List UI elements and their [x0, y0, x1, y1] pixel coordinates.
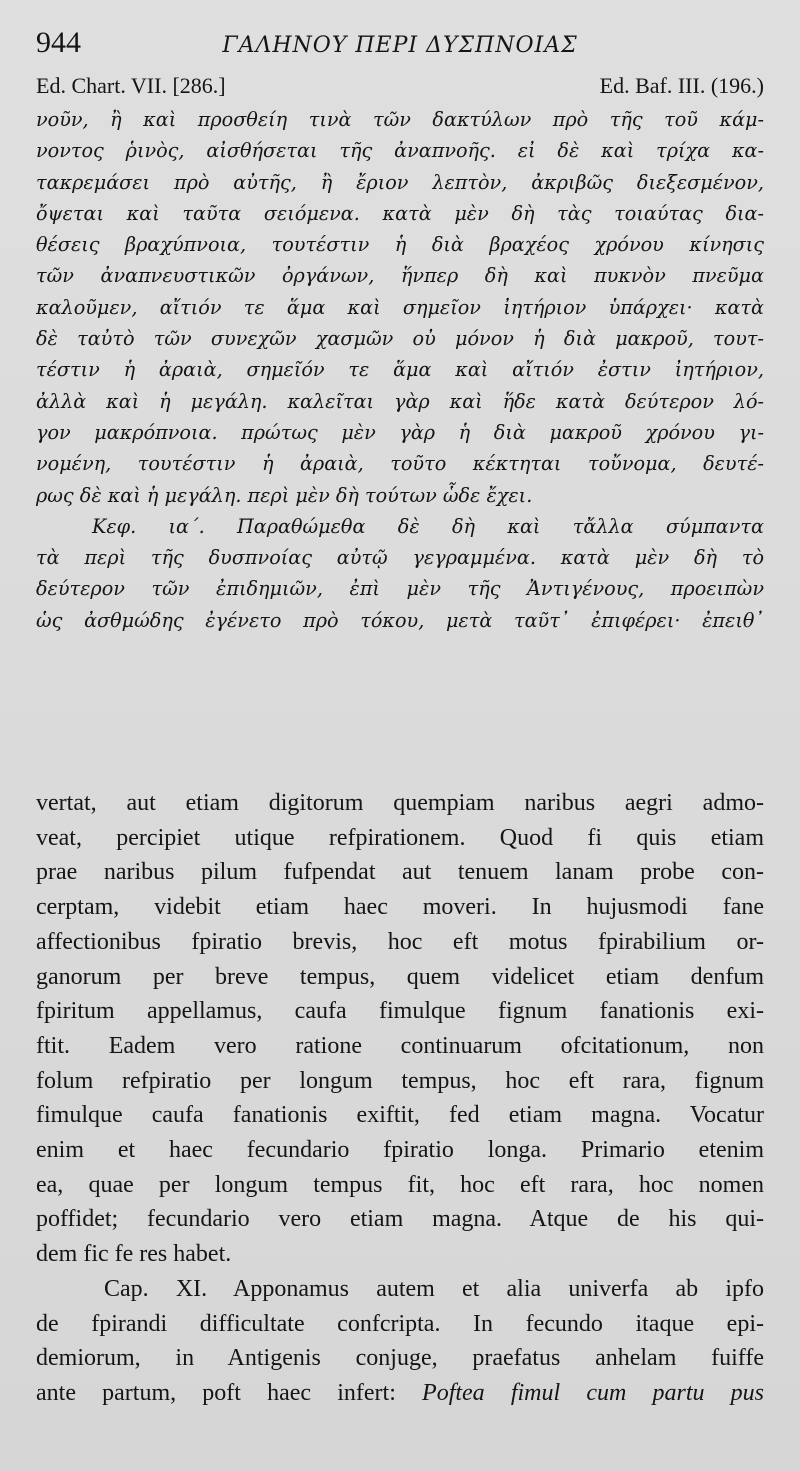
latin-line: veat, percipiet utique refpirationem. Quod fi quis etiam [36, 824, 764, 851]
latin-final-line [36, 1376, 764, 1411]
greek-chapter-heading-line: Κεφ. ια΄. Παραθώμεθα δὲ δὴ καὶ τἄλλα σύμπαντα [92, 514, 764, 538]
greek-line: γον μακρόπνοια. πρώτως μὲν γὰρ ἡ διὰ μακροῦ χρόνου γι- [36, 420, 764, 444]
latin-line: dem fic fe res habet. [36, 1241, 232, 1268]
latin-line: enim et haec fecundario fpiratio longa. Primario etenim [36, 1137, 764, 1164]
latin-final-roman: ante partum, poft haec infert: [36, 1379, 396, 1406]
greek-line: νοντος ῥινὸς, αἰσθήσεται τῆς ἀναπνοῆς. εἰ δὲ καὶ τρίχα κα- [36, 139, 764, 163]
greek-line: θέσεις βραχύπνοια, τουτέστιν ἡ διὰ βραχέος χρόνου κίνησις [36, 233, 764, 257]
greek-line: τακρεμάσει πρὸ αὐτῆς, ἢ ἔριον λεπτὸν, ἀκριβῶς διεξεσμένον, [36, 170, 764, 194]
greek-line: τὰ περὶ τῆς δυσπνοίας αὐτῷ γεγραμμένα. κατὰ μὲν δὴ τὸ [36, 546, 764, 570]
greek-line: τῶν ἀναπνευστικῶν ὀργάνων, ἥνπερ δὴ καὶ πυκνὸν πνεῦμα [36, 264, 764, 288]
greek-line: ὄψεται καὶ ταῦτα σειόμενα. κατὰ μὲν δὴ τὰς τοιαύτας δια- [36, 201, 764, 225]
greek-line: τέστιν ἡ ἀραιὰ, σημεῖόν τε ἅμα καὶ αἴτιόν ἐστιν ἰητήριον, [36, 358, 764, 382]
greek-text-block [36, 104, 764, 636]
latin-line: folum refpiratio per longum tempus, hoc eft rara, fignum [36, 1067, 764, 1094]
page-number: 944 [36, 26, 81, 59]
latin-chapter-heading-line: Cap. XI. Apponamus autem et alia univerfa ab ipfo [104, 1275, 764, 1302]
greek-line: ἀλλὰ καὶ ἡ μεγάλη. καλεῖται γὰρ καὶ ἥδε κατὰ δεύτερον λό- [36, 389, 764, 413]
latin-line: fimulque caufa fanationis exiftit, fed etiam magna. Vocatur [36, 1102, 764, 1129]
latin-line: demiorum, in Antigenis conjuge, praefatus anhelam fuiffe [36, 1345, 764, 1372]
latin-line: affectionibus fpiratio brevis, hoc eft motus fpirabilium or- [36, 928, 764, 955]
greek-line: ρως δὲ καὶ ἡ μεγάλη. περὶ μὲν δὴ τούτων ὧδε ἔχει. [36, 483, 533, 507]
edition-reference-left: Ed. Chart. VII. [286.] [36, 73, 226, 98]
running-title: ΓΑΛΗΝΟΥ ΠΕΡΙ ΔΥΣΠΝΟΙΑΣ [222, 33, 578, 58]
latin-line: fpiritum appellamus, caufa fimulque fignum fanationis exi- [36, 998, 764, 1025]
greek-line: νομένη, τουτέστιν ἡ ἀραιὰ, τοῦτο κέκτηται τοὔνομα, δευτέ- [36, 452, 764, 476]
greek-line: νοῦν, ἢ καὶ προσθείη τινὰ τῶν δακτύλων πρὸ τῆς τοῦ κάμ- [36, 108, 764, 131]
greek-line: ὡς ἀσθμώδης ἐγένετο πρὸ τόκου, μετὰ ταῦτ᾽ ἐπιφέρει· ἐπειθ᾽ [36, 608, 764, 632]
greek-line: δὲ ταὐτὸ τῶν συνεχῶν χασμῶν οὐ μόνον ἡ διὰ μακροῦ, τουτ- [36, 327, 764, 351]
latin-line: poffidet; fecundario vero etiam magna. Atque de his qui- [36, 1206, 764, 1233]
latin-line: prae naribus pilum fufpendat aut tenuem lanam probe con- [36, 859, 764, 886]
latin-line: ftit. Eadem vero ratione continuarum ofcitationum, non [36, 1032, 764, 1059]
latin-line: ganorum per breve tempus, quem videlicet etiam denfum [36, 963, 764, 990]
edition-references [36, 70, 764, 102]
greek-line: δεύτερον τῶν ἐπιδημιῶν, ἐπὶ μὲν τῆς Ἀντιγένους, προειπὼν [36, 577, 764, 601]
latin-line: vertat, aut etiam digitorum quempiam naribus aegri admo- [36, 790, 764, 816]
latin-final-italic-quote: Poftea fimul cum partu pus [422, 1379, 764, 1406]
greek-line: καλοῦμεν, αἴτιόν τε ἅμα καὶ σημεῖον ἰητήριον ὑπάρχει· κατὰ [36, 295, 764, 319]
latin-line: cerptam, videbit etiam haec moveri. In hujusmodi fane [36, 894, 764, 921]
latin-line: ea, quae per longum tempus fit, hoc eft rara, hoc nomen [36, 1171, 764, 1198]
latin-line: de fpirandi difficultate confcripta. In fecundo itaque epi- [36, 1310, 764, 1337]
page-header [36, 26, 764, 70]
edition-reference-right: Ed. Baf. III. (196.) [599, 73, 764, 98]
latin-text-block [36, 786, 764, 1411]
